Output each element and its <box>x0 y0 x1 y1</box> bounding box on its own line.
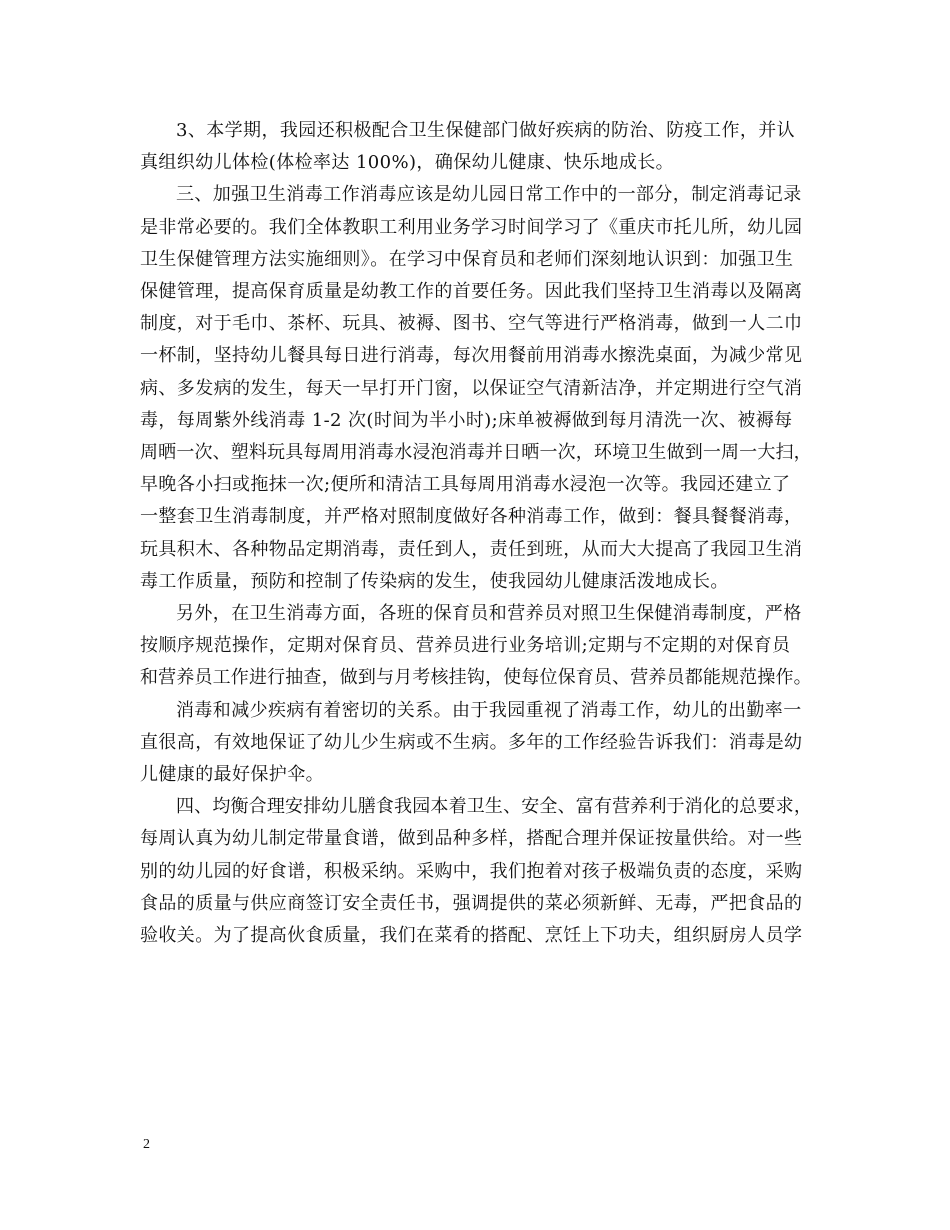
text-line: 儿健康的最好保护伞。 <box>140 764 324 785</box>
text-line: 病、多发病的发生，每天一早打开门窗，以保证空气清新洁净，并定期进行空气消 <box>140 377 803 399</box>
text-line: 另外，在卫生消毒方面，各班的保育员和营养员对照卫生保健消毒制度，严格 <box>176 603 802 624</box>
text-line: 玩具积木、各种物品定期消毒，责任到人，责任到班，从而大大提高了我园卫生消 <box>140 538 803 560</box>
text-line: 直很高，有效地保证了幼儿少生病或不生病。多年的工作经验告诉我们：消毒是幼 <box>140 731 803 753</box>
page-number: 2 <box>143 1137 150 1152</box>
text-line: 卫生保健管理方法实施细则》。在学习中保育员和老师们深刻地认识到：加强卫生 <box>140 248 794 270</box>
text-line: 验收关。为了提高伙食质量，我们在菜肴的搭配、烹饪上下功夫，组织厨房人员学 <box>140 925 803 946</box>
text-line: 制度，对于毛巾、茶杯、玩具、被褥、图书、空气等进行严格消毒，做到一人二巾 <box>140 313 803 335</box>
text-line: 毒工作质量，预防和控制了传染病的发生，使我园幼儿健康活泼地成长。 <box>140 570 729 592</box>
text-line: 食品的质量与供应商签订安全责任书，强调提供的菜必须新鲜、无毒，严把食品的 <box>140 892 803 914</box>
text-line: 三、加强卫生消毒工作消毒应该是幼儿园日常工作中的一部分，制定消毒记录 <box>176 184 802 206</box>
text-line: 是非常必要的。我们全体教职工利用业务学习时间学习了《重庆市托儿所，幼儿园 <box>140 216 803 238</box>
text-line: 按顺序规范操作，定期对保育员、营养员进行业务培训;定期与不定期的对保育员 <box>140 635 791 657</box>
text-line: 消毒和减少疾病有着密切的关系。由于我园重视了消毒工作，幼儿的出勤率一 <box>176 699 802 721</box>
text-line: 别的幼儿园的好食谱，积极采纳。采购中，我们抱着对孩子极端负责的态度，采购 <box>140 860 803 882</box>
text-line: 毒，每周紫外线消毒 1-2 次(时间为半小时);床单被褥做到每月清洗一次、被褥每 <box>140 409 793 431</box>
text-line: 四、均衡合理安排幼儿膳食我园本着卫生、安全、富有营养利于消化的总要求， <box>176 796 812 818</box>
text-line: 保健管理，提高保育质量是幼教工作的首要任务。因此我们坚持卫生消毒以及隔离 <box>140 281 803 302</box>
text-line: 每周认真为幼儿制定带量食谱，做到品种多样，搭配合理并保证按量供给。对一些 <box>140 828 803 850</box>
text-line: 早晚各小扫或拖抹一次;便所和清洁工具每周用消毒水浸泡一次等。我园还建立了 <box>140 474 791 496</box>
text-line: 真组织幼儿体检(体检率达 100%)，确保幼儿健康、快乐地成长。 <box>140 152 675 174</box>
text-line: 一杯制，坚持幼儿餐具每日进行消毒，每次用餐前用消毒水擦洗桌面，为减少常见 <box>140 345 803 367</box>
text-line: 和营养员工作进行抽查，做到与月考核挂钩，使每位保育员、营养员都能规范操作。 <box>140 667 812 689</box>
text-line: 一整套卫生消毒制度，并严格对照制度做好各种消毒工作，做到：餐具餐餐消毒， <box>140 506 803 528</box>
text-line: 周晒一次、塑料玩具每周用消毒水浸泡消毒并日晒一次，环境卫生做到一周一大扫， <box>140 442 812 463</box>
text-line: 3、本学期，我园还积极配合卫生保健部门做好疾病的防治、防疫工作，并认 <box>176 120 796 141</box>
